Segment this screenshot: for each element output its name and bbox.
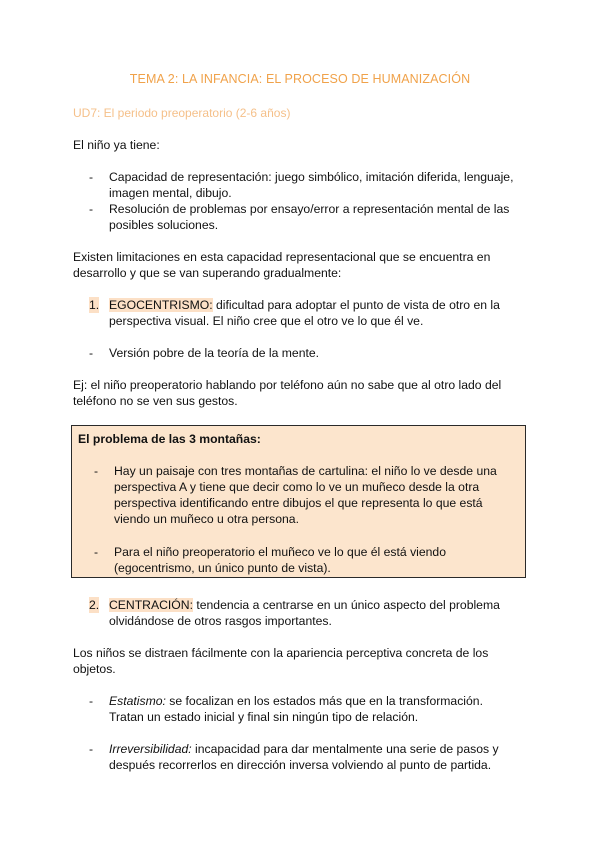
list-item [89,201,519,233]
list-marker: - [89,170,94,184]
list-marker: - [94,464,99,478]
numbered-item-centracion [89,597,519,629]
box-title: El problema de las 3 montañas: [78,432,261,446]
list-item [94,463,509,527]
highlighted-term: CENTRACIÓN: [109,598,193,612]
list-item [89,169,519,201]
list-item-text: Para el niño preoperatorio el muñeco ve lo que él está viendo (egocentrismo, un único punto de vista). [114,545,446,575]
list-marker: - [89,202,94,216]
page-title: TEMA 2: LA INFANCIA: EL PROCESO DE HUMANIZACIÓN [129,72,471,86]
definition-text: incapacidad para dar mentalmente una serie de pasos y después recorrerlos en dirección inversa volviendo al punto de partida. [109,742,499,772]
intro-paragraph: El niño ya tiene: [73,138,160,152]
highlight-box [71,425,526,578]
list-item [89,345,519,361]
list-item-text: Hay un paisaje con tres montañas de cartulina: el niño lo ve desde una perspectiva A y tiene que decir como lo ve un muñeco desde la otra perspectiva identificando entre dibujos el que representa lo que está viendo un muñeco u otra persona. [114,464,497,526]
list-item-text: Capacidad de representación: juego simbólico, imitación diferida, lenguaje, imagen mental, dibujo. [109,170,514,200]
distract-paragraph: Los niños se distraen fácilmente con la apariencia perceptiva concreta de los objetos. [73,646,489,676]
list-marker: - [89,742,94,756]
list-marker: - [89,346,94,360]
list-item [94,544,509,576]
list-item-text: Versión pobre de la teoría de la mente. [109,346,320,360]
unit-subtitle: UD7: El periodo preoperatorio (2-6 años) [73,106,291,120]
list-item-text: Resolución de problemas por ensayo/error a representación mental de las posibles soluciones. [109,202,510,232]
list-item-estatismo [89,693,519,725]
example-paragraph: Ej: el niño preoperatorio hablando por teléfono aún no sabe que al otro lado del teléfono no se ven sus gestos. [73,378,502,408]
definition-text: dificultad para adoptar el punto de vista de otro en la perspectiva visual. El niño cree que el otro ve lo que él ve. [109,298,500,328]
list-marker: - [89,694,94,708]
numbered-item-egocentrismo [89,297,519,329]
italic-term: Irreversibilidad: [109,742,192,756]
list-marker: 1. [89,298,100,312]
list-item-irreversibilidad [89,741,519,773]
list-marker: - [94,545,99,559]
definition-text: se focalizan en los estados más que en la transformación. Tratan un estado inicial y final sin ningún tipo de relación. [109,694,483,724]
italic-term: Estatismo: [109,694,166,708]
limitations-paragraph: Existen limitaciones en esta capacidad representacional que se encuentra en desarrollo y que se van superando gradualmente: [73,250,491,280]
definition-text: tendencia a centrarse en un único aspecto del problema olvidándose de otros rasgos importantes. [109,598,500,628]
list-marker: 2. [89,598,100,612]
highlighted-term: EGOCENTRISMO: [109,298,213,312]
